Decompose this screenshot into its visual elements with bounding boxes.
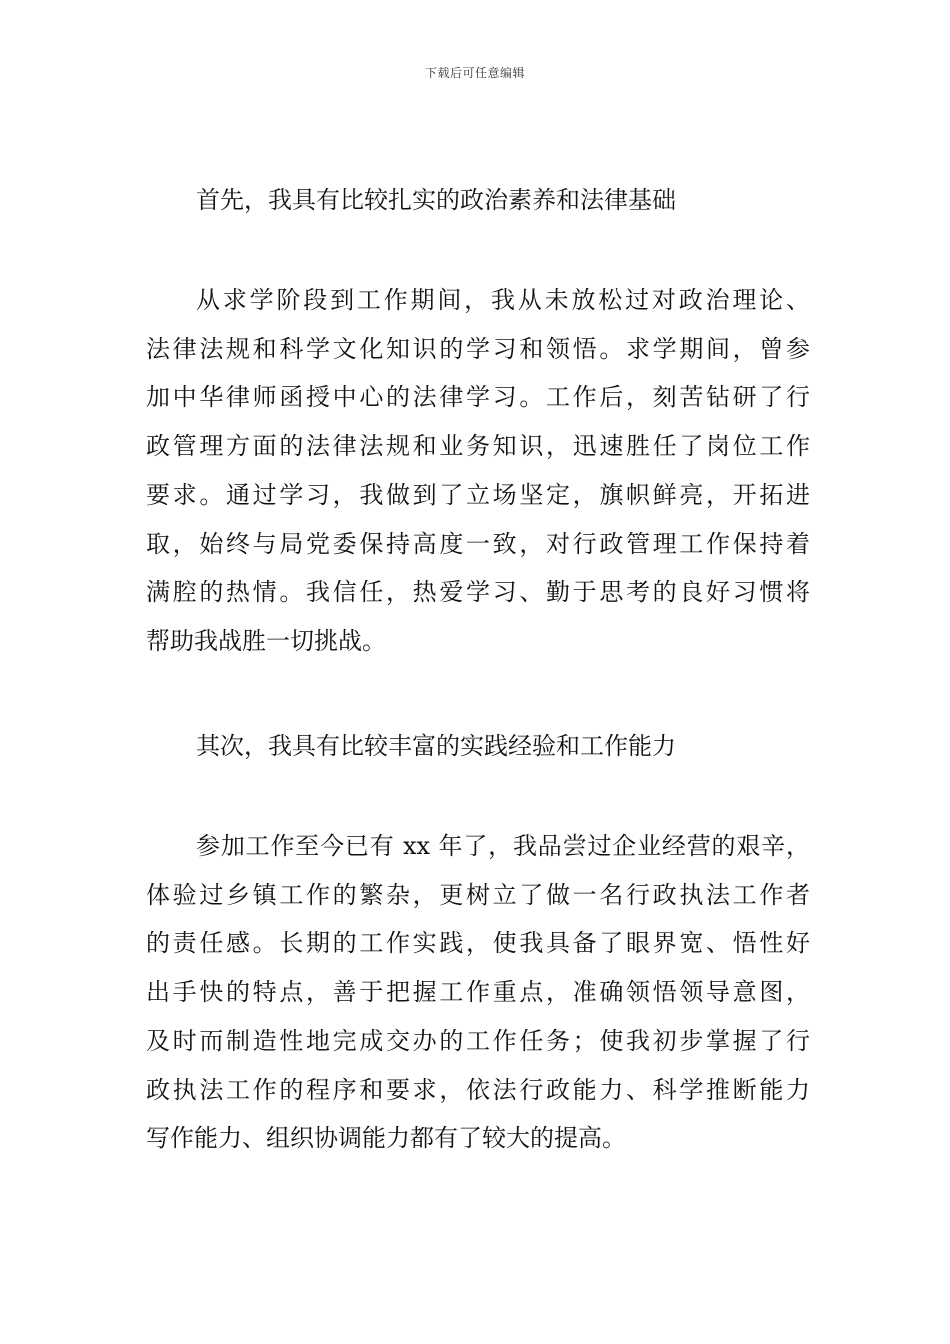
paragraph-line: 政管理方面的法律法规和业务知识，迅速胜任了岗位工作	[146, 432, 810, 461]
paragraph-line: 取，始终与局党委保持高度一致，对行政管理工作保持着	[146, 529, 810, 558]
paragraph-line: 政执法工作的程序和要求，依法行政能力、科学推断能力	[146, 1075, 810, 1104]
paragraph-line: 及时而制造性地完成交办的工作任务；使我初步掌握了行	[146, 1026, 810, 1055]
paragraph-line: 满腔的热情。我信任，热爱学习、勤于思考的良好习惯将	[146, 578, 810, 607]
header-note: 下载后可任意编辑	[424, 66, 525, 80]
paragraph-line: 体验过乡镇工作的繁杂，更树立了做一名行政执法工作者	[146, 880, 810, 909]
paragraph-line: 参加工作至今已有 xx 年了，我品尝过企业经营的艰辛，	[196, 832, 810, 860]
section-heading-1: 首先，我具有比较扎实的政治素养和法律基础	[196, 186, 676, 214]
paragraph-line: 的责任感。长期的工作实践，使我具备了眼界宽、悟性好	[146, 929, 810, 958]
paragraph-line: 出手快的特点，善于把握工作重点，准确领悟领导意图，	[146, 978, 810, 1007]
paragraph-line: 法律法规和科学文化知识的学习和领悟。求学期间，曾参	[146, 334, 810, 363]
section-paragraph-2	[146, 822, 810, 1163]
paragraph-line: 写作能力、组织协调能力都有了较大的提高。	[146, 1124, 626, 1153]
paragraph-line: 从求学阶段到工作期间，我从未放松过对政治理论、	[196, 286, 810, 314]
section-paragraph-1	[146, 276, 810, 666]
paragraph-line: 加中华律师函授中心的法律学习。工作后，刻苦钻研了行	[146, 383, 810, 412]
paragraph-line: 帮助我战胜一切挑战。	[146, 626, 386, 655]
paragraph-line: 要求。通过学习，我做到了立场坚定，旗帜鲜亮，开拓进	[146, 480, 810, 509]
section-heading-2: 其次，我具有比较丰富的实践经验和工作能力	[196, 732, 676, 760]
